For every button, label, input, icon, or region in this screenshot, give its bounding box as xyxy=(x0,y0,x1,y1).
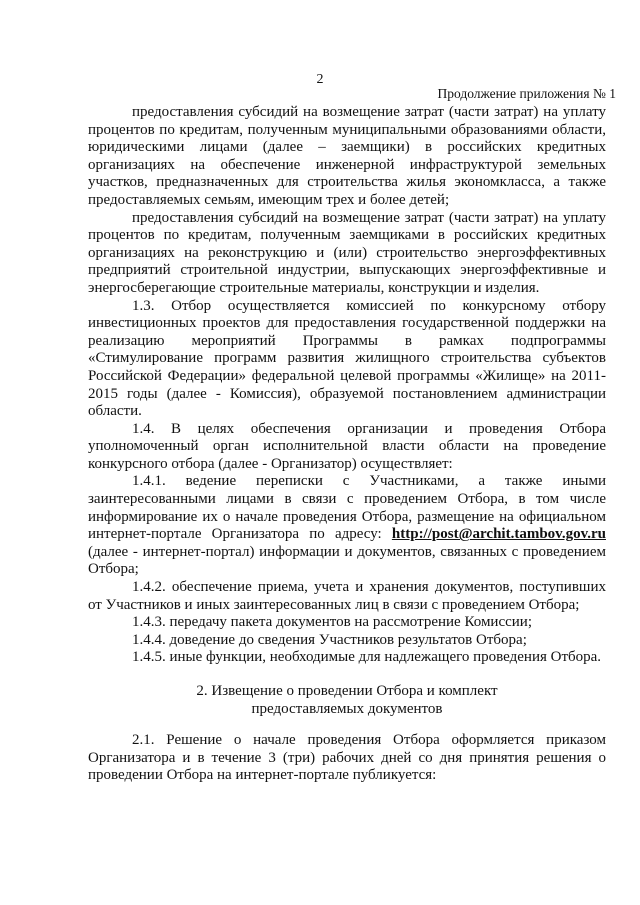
appendix-continuation-note: Продолжение приложения № 1 xyxy=(437,86,616,101)
paragraph-1-4-3-transfer: 1.4.3. передачу пакета документов на рассмотрение Комиссии; xyxy=(132,614,532,631)
paragraph-1-4-2-documents: 1.4.2. обеспечение приема, учета и хранения документов, поступивших от Участников и иных заинтересованных лиц в связи с проведением Отбора; xyxy=(88,579,606,613)
page-number: 2 xyxy=(316,72,324,87)
section-2-heading xyxy=(88,683,606,718)
section-2-heading-line1: 2. Извещение о проведении Отбора и комплект xyxy=(196,683,498,699)
paragraph-subsidy-energy-efficient: предоставления субсидий на возмещение затрат (части затрат) на уплату процентов по кредитам, полученным заемщиками в российских кредитных организациях на реконструкцию и (или) строительство энергоэффективных предприятий строительной индустрии, выпускающих энергоэффективные и энергосберегающие строительные материалы, конструкции и изделия. xyxy=(88,209,606,296)
paragraph-subsidy-infrastructure: предоставления субсидий на возмещение затрат (части затрат) на уплату процентов по кредитам, полученным муниципальными образованиями области, юридическими лицами (далее – заемщики) в российских кредитных организациях на обеспечение инженерной инфраструктурой земельных участков, предназначенных для строительства жилья экономкласса, а также предоставляемых семьям, имеющим трех и более детей; xyxy=(88,104,606,208)
paragraph-1-4-5-other: 1.4.5. иные функции, необходимые для надлежащего проведения Отбора. xyxy=(132,649,602,666)
paragraph-1-4-1-text: 1.4.1. ведение переписки с Участниками, а также иными заинтересованными лицами в связи с проведением Отбора, в том числе информирование их о начале проведения Отбора, размещение на официальном интернет-портале Организатора по адресу: xyxy=(88,473,606,543)
paragraph-1-4-1-correspondence xyxy=(88,473,606,579)
paragraph-1-4-1-text-end: (далее - интернет-портал) информации и документов, связанных с проведением Отбора; xyxy=(88,543,606,578)
paragraph-1-4-organizer: 1.4. В целях обеспечения организации и проведения Отбора уполномоченный орган исполнительной власти области на проведение конкурсного отбора (далее - Организатор) осуществляет: xyxy=(88,420,606,472)
paragraph-2-1-decision: 2.1. Решение о начале проведения Отбора оформляется приказом Организатора и в течение 3 (три) рабочих дней со дня принятия решения о проведении Отбора на интернет-портале публикуется: xyxy=(88,732,606,784)
paragraph-1-4-4-results: 1.4.4. доведение до сведения Участников результатов Отбора; xyxy=(132,631,527,648)
portal-link[interactable]: http://post@archit.tambov.gov.ru xyxy=(391,526,606,543)
document-body xyxy=(88,104,606,785)
section-2-heading-line2: предоставляемых документов xyxy=(251,700,443,717)
paragraph-1-3-selection-commission: 1.3. Отбор осуществляется комиссией по конкурсному отбору инвестиционных проектов для предоставления государственной поддержки на реализацию мероприятий Программы в рамках подпрограммы «Стимулирование программ развития жилищного строительства субъектов Российской Федерации» федеральной целевой программы «Жилище» на 2011-2015 годы (далее - Комиссия), образуемой постановлением администрации области. xyxy=(88,297,606,420)
